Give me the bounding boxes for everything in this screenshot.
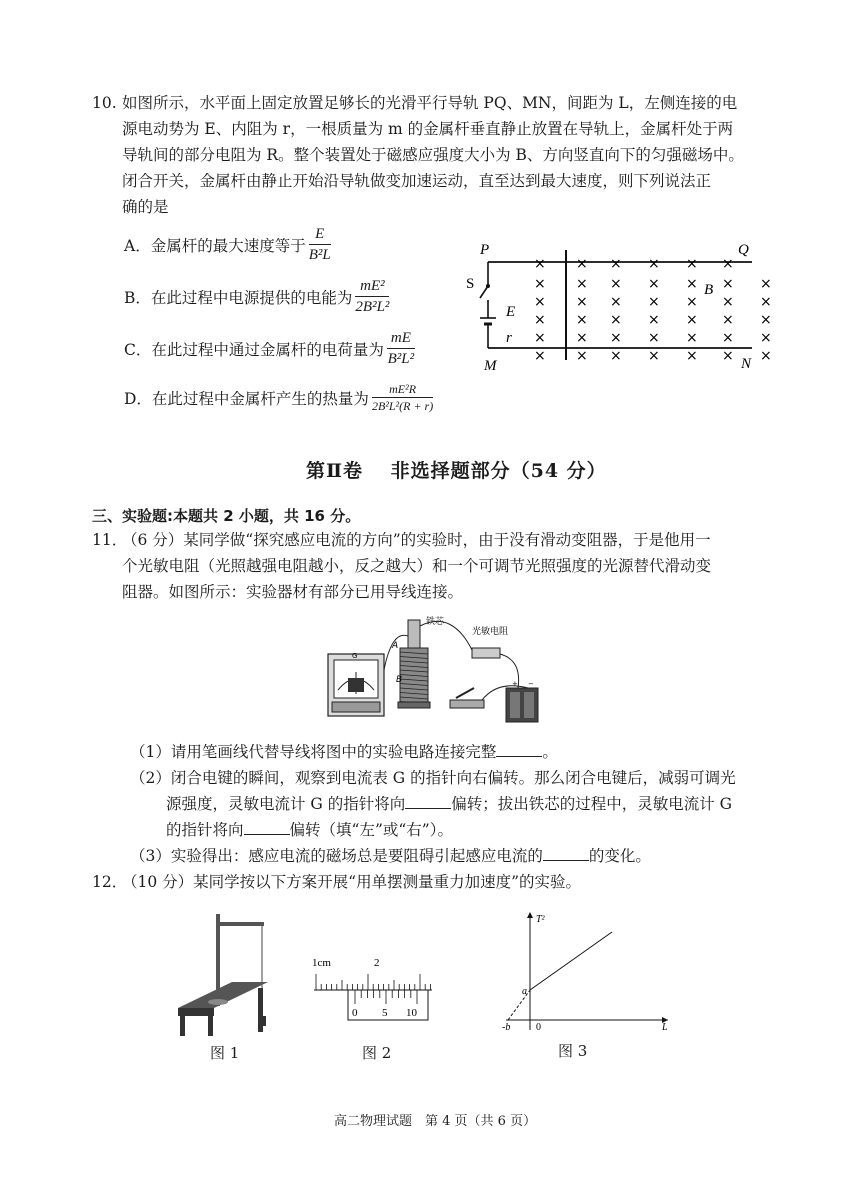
section-2-title: 第Ⅱ卷 非选择题部分（54 分）	[306, 460, 607, 482]
option-d-denominator: 2B²L²(R + r)	[371, 399, 434, 413]
q11-sub1-text: （1）请用笔画线代替导线将图中的实验电路连接完整	[130, 743, 497, 761]
field-cross: ×	[760, 348, 772, 364]
label-e: E	[506, 304, 516, 320]
option-b-fraction	[355, 276, 389, 317]
option-a-numerator: E	[309, 224, 331, 245]
photoresistor-label: 光敏电阻	[472, 627, 509, 637]
q11-sub3	[130, 843, 651, 869]
graph-line	[530, 932, 612, 990]
field-cross: ×	[686, 276, 698, 292]
field-cross: ×	[576, 348, 588, 364]
field-cross: ×	[576, 312, 588, 328]
field-cross: ×	[576, 330, 588, 346]
q11-sub1	[130, 739, 558, 765]
vernier-label-10: 10	[406, 1007, 417, 1019]
figure-2-caption: 图 2	[362, 1044, 392, 1062]
option-c	[124, 328, 418, 369]
q11-sub2-blank-1[interactable]	[405, 794, 451, 809]
field-cross: ×	[648, 348, 660, 364]
label-q: Q	[738, 242, 749, 258]
option-a-fraction	[309, 224, 331, 265]
field-cross: ×	[686, 330, 698, 346]
option-c-numerator: mE	[387, 328, 415, 349]
field-cross: ×	[576, 256, 588, 272]
galvanometer-label-g: G	[352, 652, 358, 660]
field-cross: ×	[534, 256, 546, 272]
q11-sub2-a: （2）闭合电键的瞬间，观察到电流表 G 的指针向右偏转。那么闭合电键后，减弱可调光	[130, 769, 736, 787]
figure-3-caption: 图 3	[558, 1042, 588, 1060]
figure-1-caption: 图 1	[210, 1044, 240, 1062]
field-cross: ×	[610, 294, 622, 310]
q11-sub2-b1: 源强度，灵敏电流计 G 的指针将向	[166, 795, 406, 813]
field-cross: ×	[534, 276, 546, 292]
graph-ylabel: T²	[536, 914, 545, 925]
figure-1-pendulum	[172, 908, 272, 1038]
question-10-number: 10.	[92, 94, 117, 112]
option-b-denominator: 2B²L²	[355, 299, 390, 315]
q11-line-3: 阻器。如图所示：实验器材有部分已用导线连接。	[122, 583, 464, 601]
q10-line-5: 确的是	[122, 198, 169, 216]
option-c-text: C．在此过程中通过金属杆的电荷量为	[124, 340, 384, 359]
svg-text:−: −	[528, 680, 534, 688]
graph-origin-label: 0	[536, 1022, 541, 1032]
switch-s	[480, 286, 488, 298]
caliper-unit-label: 1cm	[312, 957, 331, 969]
page-footer: 高二物理试题 第 4 页（共 6 页）	[334, 1114, 537, 1129]
field-cross: ×	[648, 330, 660, 346]
field-cross: ×	[610, 348, 622, 364]
apparatus-figure	[322, 610, 556, 726]
field-cross: ×	[686, 312, 698, 328]
photoresistor	[472, 648, 500, 658]
coil-label-b: B	[396, 675, 403, 685]
field-cross: ×	[686, 256, 698, 272]
coil-label-a: A	[392, 641, 399, 651]
field-cross: ×	[722, 276, 734, 292]
option-c-denominator: B²L²	[387, 351, 415, 367]
option-c-fraction	[387, 328, 415, 369]
field-cross: ×	[610, 256, 622, 272]
caliper-main-tick-label: 2	[374, 957, 380, 969]
field-cross: ×	[722, 294, 734, 310]
field-cross: ×	[610, 330, 622, 346]
field-cross: ×	[610, 312, 622, 328]
field-cross: ×	[722, 330, 734, 346]
label-p: P	[480, 242, 490, 258]
coil	[398, 620, 430, 708]
field-cross: ×	[534, 312, 546, 328]
field-cross: ×	[648, 294, 660, 310]
iron-core-label: 铁芯	[426, 617, 445, 627]
field-cross: ×	[648, 312, 660, 328]
label-n: N	[741, 356, 752, 372]
rail-circuit-figure	[458, 236, 776, 376]
figure-3-graph	[496, 908, 676, 1032]
vernier-label-5: 5	[382, 1007, 388, 1019]
field-cross: ×	[534, 294, 546, 310]
option-d-fraction	[372, 381, 433, 414]
field-cross: ×	[534, 348, 546, 364]
field-cross: ×	[722, 256, 734, 272]
option-b-text: B．在此过程中电源提供的电能为	[124, 288, 353, 307]
q10-line-1: 如图所示，水平面上固定放置足够长的光滑平行导轨 PQ、MN，间距为 L，左侧连接的电	[122, 94, 738, 112]
label-m: M	[484, 358, 497, 374]
q11-line-2: 个光敏电阻（光照越强电阻越小，反之越大）和一个可调节光照强度的光源替代滑动变	[122, 557, 712, 575]
field-cross: ×	[576, 294, 588, 310]
field-cross: ×	[760, 276, 772, 292]
vernier-label-0: 0	[352, 1007, 358, 1019]
field-cross: ×	[722, 348, 734, 364]
q11-line-1: （6 分）某同学做“探究感应电流的方向”的实验时，由于没有滑动变阻器，于是他用一	[122, 531, 711, 549]
field-cross: ×	[648, 276, 660, 292]
option-a-denominator: B²L	[308, 247, 331, 263]
svg-text:+: +	[512, 680, 518, 688]
q11-sub3-a: （3）实验得出：感应电流的磁场总是要阻碍引起感应电流的	[130, 847, 543, 865]
option-d-text: D．在此过程中金属杆产生的热量为	[124, 389, 369, 408]
q10-line-2: 源电动势为 E、内阻为 r，一根质量为 m 的金属杆垂直静止放置在导轨上，金属杆处于两	[122, 120, 734, 138]
option-a	[124, 224, 334, 265]
option-d-numerator: mE²R	[372, 381, 433, 398]
field-cross: ×	[534, 330, 546, 346]
field-cross: ×	[686, 294, 698, 310]
field-cross: ×	[576, 276, 588, 292]
q11-sub2-b2: 偏转；拔出铁芯的过程中，灵敏电流计 G	[451, 795, 733, 813]
field-cross: ×	[760, 312, 772, 328]
q10-line-3: 导轨间的部分电阻为 R。整个装置处于磁感应强度大小为 B、方向竖直向下的匀强磁场中。	[122, 146, 744, 164]
graph-xlabel: L	[662, 1022, 668, 1032]
q10-line-4: 闭合开关，金属杆由静止开始沿导轨做变加速运动，直至达到最大速度，则下列说法正	[122, 172, 712, 190]
option-a-text: A．金属杆的最大速度等于	[124, 236, 306, 255]
question-12-number: 12．	[92, 873, 128, 891]
field-cross: ×	[648, 256, 660, 272]
galvanometer	[328, 652, 384, 716]
q11-sub2-c2: 偏转（填“左”或“右”）。	[289, 821, 453, 839]
graph-neg-b-label: -b	[502, 1022, 511, 1032]
field-cross: ×	[722, 312, 734, 328]
option-b-numerator: mE²	[355, 276, 389, 297]
key-switch	[450, 688, 484, 708]
field-cross: ×	[760, 294, 772, 310]
section-3-heading: 三、实验题:本题共 2 小题，共 16 分。	[92, 507, 361, 525]
q11-sub2-c1: 的指针将向	[166, 821, 244, 839]
label-r: r	[506, 330, 512, 346]
q12-line: （10 分）某同学按以下方案开展“用单摆测量重力加速度”的实验。	[122, 873, 582, 891]
graph-a-label: a	[522, 986, 527, 997]
field-cross: ×	[610, 276, 622, 292]
label-b: B	[704, 282, 714, 298]
q11-sub3-blank[interactable]	[543, 846, 589, 861]
question-11-number: 11．	[92, 531, 128, 549]
q11-sub3-b: 的变化。	[588, 847, 651, 865]
field-cross: ×	[686, 348, 698, 364]
q11-sub2-blank-2[interactable]	[244, 820, 290, 835]
q11-sub2-c	[166, 817, 453, 843]
q11-sub2-b	[166, 791, 732, 817]
q11-sub1-end: 。	[542, 743, 558, 761]
figure-2-vernier-caliper	[308, 950, 438, 1024]
q11-sub1-blank[interactable]	[496, 742, 542, 757]
option-b	[124, 276, 392, 317]
option-d	[124, 381, 436, 414]
label-s: S	[466, 276, 475, 292]
field-cross: ×	[760, 330, 772, 346]
